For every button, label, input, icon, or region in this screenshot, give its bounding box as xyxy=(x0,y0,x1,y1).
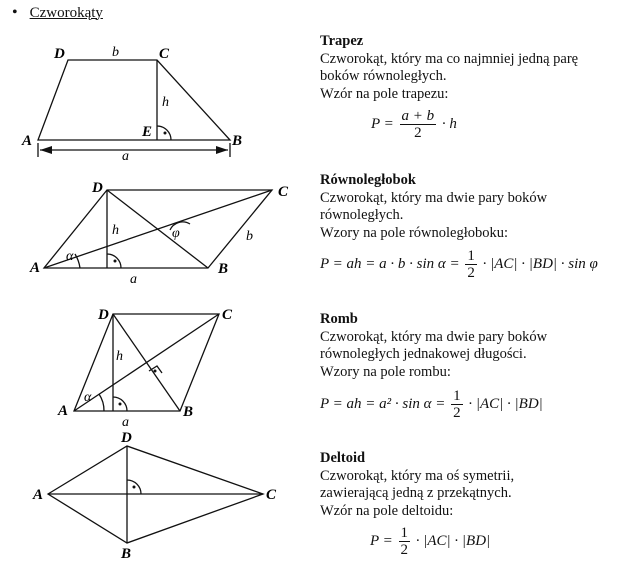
label-a: a xyxy=(122,149,129,164)
label-b: b xyxy=(246,229,253,244)
label-h: h xyxy=(162,95,169,110)
label-E: E xyxy=(142,124,153,140)
formula-label: Wzory na pole równoległoboku: xyxy=(320,224,509,241)
angle-alpha-arc xyxy=(99,394,104,411)
label-B: B xyxy=(121,546,132,562)
parallelogram-description xyxy=(320,172,547,242)
label-h: h xyxy=(116,349,123,364)
label-h: h xyxy=(112,223,119,238)
trapezoid-figure xyxy=(0,0,300,170)
label-B: B xyxy=(218,261,229,277)
description-line: równoległych jednakowej długości. xyxy=(320,346,527,362)
parallelogram-figure xyxy=(0,170,300,290)
label-b: b xyxy=(112,45,119,60)
label-alpha: α xyxy=(84,390,92,405)
label-a: a xyxy=(122,415,129,430)
diagonal-BD xyxy=(113,314,180,411)
rhombus-title: Romb xyxy=(320,311,358,327)
rhombus-figure xyxy=(0,300,300,430)
description-line: Czworokąt, który ma oś symetrii, xyxy=(320,467,515,484)
description-line: równoległych. xyxy=(320,207,404,223)
label-C: C xyxy=(222,307,233,323)
description-line: zawierającą jedną z przekątnych. xyxy=(320,485,512,501)
right-angle-dot xyxy=(119,403,122,406)
right-angle-dot xyxy=(133,486,136,489)
description-line: Czworokąt, który ma dwie pary boków xyxy=(320,189,548,206)
rhombus-description xyxy=(320,311,547,381)
label-A: A xyxy=(22,133,33,149)
label-D: D xyxy=(121,430,132,446)
trapezoid-shape xyxy=(38,60,230,140)
description-line: Czworokąt, który ma co najmniej jedną parę xyxy=(320,50,579,67)
kite-figure xyxy=(0,430,300,573)
description-line: Czworokąt, który ma dwie pary boków xyxy=(320,328,548,345)
label-D: D xyxy=(98,307,109,323)
label-phi: φ xyxy=(172,226,180,241)
parallelogram-title: Równoległobok xyxy=(320,172,416,188)
formula-label: Wzory na pole rombu: xyxy=(320,363,451,380)
right-angle-dot xyxy=(114,260,117,263)
kite-description xyxy=(320,450,514,520)
diagonal-BD xyxy=(107,190,208,268)
arrow-right-icon xyxy=(216,146,228,154)
trapezoid-description xyxy=(320,33,578,103)
trapezoid-formula: P = $\frac{a + b}{2}$ · h xyxy=(371,108,457,141)
label-B: B xyxy=(183,404,194,420)
bullet: • xyxy=(12,4,18,21)
rhombus-formula: P = ah = a² · sin α = $\frac{1}{2}$ · |AC| · |BD| xyxy=(320,388,543,421)
label-A: A xyxy=(33,487,44,503)
label-B: B xyxy=(232,133,243,149)
formula-label: Wzór na pole trapezu: xyxy=(320,85,449,102)
label-a: a xyxy=(130,272,137,287)
diagonal-right-angle-dot xyxy=(154,370,157,373)
label-A: A xyxy=(58,403,69,419)
label-D: D xyxy=(92,180,103,196)
label-A: A xyxy=(30,260,41,276)
kite-formula: P = $\frac{1}{2}$ · |AC| · |BD| xyxy=(370,525,491,558)
kite-title: Deltoid xyxy=(320,450,366,466)
section-title: Czworokąty xyxy=(29,4,103,21)
label-C: C xyxy=(159,46,170,62)
description-line: boków równoległych. xyxy=(320,68,447,84)
label-alpha: α xyxy=(66,249,74,264)
formula-label: Wzór na pole deltoidu: xyxy=(320,502,454,519)
parallelogram-formula: P = ah = a · b · sin α = $\frac{1}{2}$ · |AC| · |BD| · sin φ xyxy=(320,248,598,281)
label-C: C xyxy=(266,487,277,503)
label-D: D xyxy=(54,46,65,62)
trapezoid-title: Trapez xyxy=(320,33,364,49)
arrow-left-icon xyxy=(40,146,52,154)
right-angle-dot xyxy=(164,132,167,135)
label-C: C xyxy=(278,184,289,200)
